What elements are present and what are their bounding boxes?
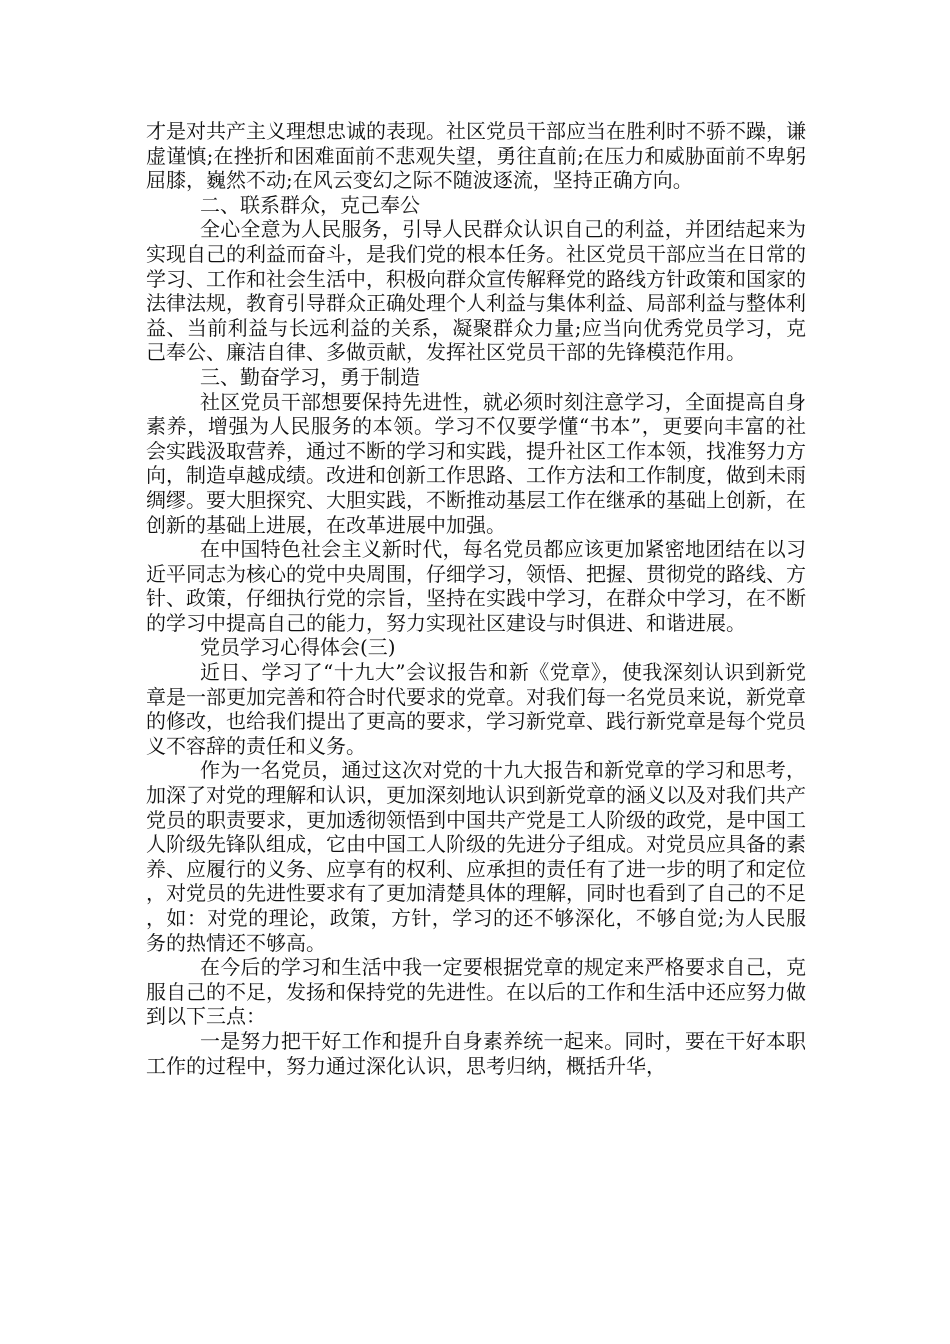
article-title-3: 党员学习心得体会(三) bbox=[200, 635, 396, 660]
paragraph-5: 社区党员干部想要保持先进性，就必须时刻注意学习，全面提高自身素养，增强为人民服务的本领。学习不仅要学懂“书本”，更要向丰富的社会实践汲取营养，通过不断的学习和实践，提升社区工作本领，找准努力方向，制造卓越成绩。改进和创新工作思路、工作方法和工作制度，做到未雨绸缪。要大胆探究、大胆实践，不断推动基层工作在继承的基础上创新，在创新的基础上进展，在改革进展中加强。 bbox=[146, 389, 806, 537]
paragraph-3: 全心全意为人民服务，引导人民群众认识自己的利益，并团结起来为实现自己的利益而奋斗，是我们党的根本任务。社区党员干部应当在日常的学习、工作和社会生活中，积极向群众宣传解释党的路线方针政策和国家的法律法规，教育引导群众正确处理个人利益与集体利益、局部利益与整体利益、当前利益与长远利益的关系，凝聚群众力量;应当向优秀党员学习，克己奉公、廉洁自律、多做贡献，发挥社区党员干部的先锋模范作用。 bbox=[146, 217, 806, 365]
paragraph-10: 在今后的学习和生活中我一定要根据党章的规定来严格要求自己，克服自己的不足，发扬和保持党的先进性。在以后的工作和生活中还应努力做到以下三点： bbox=[146, 955, 806, 1029]
document-body bbox=[146, 119, 806, 1078]
paragraph-9: 作为一名党员，通过这次对党的十九大报告和新党章的学习和思考，加深了对党的理解和认识，更加深刻地认识到新党章的涵义以及对我们共产党员的职责要求，更加透彻领悟到中国共产党是工人阶级的政党，是中国工人阶级先锋队组成，它由中国工人阶级的先进分子组成。对党员应具备的素养、应履行的义务、应享有的权利、应承担的责任有了进一步的明了和定位，对党员的先进性要求有了更加清楚具体的理解，同时也看到了自己的不足，如：对党的理论，政策，方针，学习的还不够深化，不够自觉;为人民服务的热情还不够高。 bbox=[146, 758, 806, 955]
paragraph-8: 近日、学习了“十九大”会议报告和新《党章》，使我深刻认识到新党章是一部更加完善和符合时代要求的党章。对我们每一名党员来说，新党章的修改，也给我们提出了更高的要求，学习新党章、践行新党章是每个党员义不容辞的责任和义务。 bbox=[146, 660, 806, 758]
section-heading-2: 二、联系群众，克己奉公 bbox=[200, 192, 420, 217]
section-heading-3: 三、勤奋学习，勇于制造 bbox=[200, 364, 420, 389]
paragraph-6: 在中国特色社会主义新时代，每名党员都应该更加紧密地团结在以习近平同志为核心的党中央周围，仔细学习，领悟、把握、贯彻党的路线、方针、政策，仔细执行党的宗旨，坚持在实践中学习，在群众中学习，在不断的学习中提高自己的能力，努力实现社区建设与时俱进、和谐进展。 bbox=[146, 537, 806, 635]
paragraph-11: 一是努力把干好工作和提升自身素养统一起来。同时，要在干好本职工作的过程中，努力通过深化认识，思考归纳，概括升华， bbox=[146, 1028, 806, 1078]
paragraph-1: 才是对共产主义理想忠诚的表现。社区党员干部应当在胜利时不骄不躁，谦虚谨慎;在挫折和困难面前不悲观失望，勇往直前;在压力和威胁面前不卑躬屈膝，巍然不动;在风云变幻之际不随波逐流，坚持正确方向。 bbox=[146, 119, 806, 193]
